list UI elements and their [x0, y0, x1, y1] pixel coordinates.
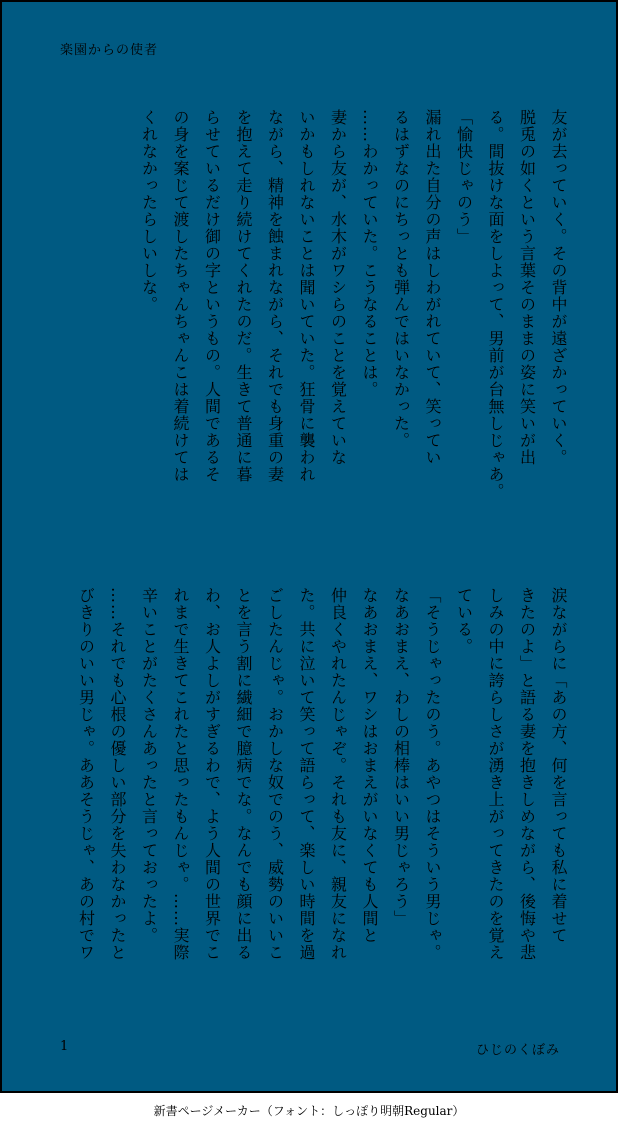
text-line: ながら、精神を蝕まれながら、それでも身重の妻 — [265, 109, 285, 483]
text-line: を抱えて走り続けてくれたのだ。生きて普通に暮 — [234, 109, 253, 483]
text-line: きたのよ」と語る妻を抱きしめながら、後悔や悲 — [517, 587, 537, 961]
author-name: ひじのくぼみ — [475, 1043, 560, 1058]
text-line: わ、お人よしがすぎるわで、よう人間の世界でこ — [202, 587, 222, 961]
text-line: れまで生きてこれたと思ったもんじゃ。……実際 — [171, 587, 190, 961]
text-line: た。共に泣いて笑って語らって、楽しい時間を過 — [297, 587, 316, 961]
text-line: ごしたんじゃ。おかしな奴でのう、威勢のいいこ — [265, 587, 285, 961]
text-line: 「愉快じゃのう」 — [454, 109, 474, 245]
text-line: びきりのいい男じゃ。ああそうじゃ、あの村でワ — [76, 587, 96, 961]
running-title: 楽園からの使者 — [60, 43, 159, 58]
text-line: の身を案じて渡したちゃんちゃんこは着続けては — [171, 109, 190, 483]
text-line: 脱兎の如くという言葉そのままの姿に笑いが出 — [517, 109, 537, 466]
text-line: る。間抜けな面をしよって、男前が台無しじゃあ。 — [486, 109, 505, 500]
text-line: 仲良くやれたんじゃぞ。それも友に、親友になれ — [328, 587, 348, 961]
text-block-upper — [133, 109, 574, 549]
text-line: なあおまえ、ワシはおまえがいなくても人間と — [360, 587, 379, 944]
text-line: くれなかったらしいしな。 — [139, 109, 159, 313]
footer-credit: 新書ページメーカー（フォント：しっぽり明朝Regular） — [153, 1104, 465, 1118]
text-line: 涙ながらに「あの方、何を言っても私に着せて — [549, 587, 568, 944]
text-line: しみの中に誇らしさが湧き上がってきたのを覚え — [486, 587, 505, 961]
text-block-lower — [70, 587, 574, 1027]
text-line: 妻から友が、水木がワシらのことを覚えていな — [328, 109, 348, 466]
text-line: 「そうじゃったのう。あやつはそういう男じゃ。 — [423, 587, 442, 961]
text-line: ……わかっていた。こうなることは。 — [360, 109, 379, 398]
text-line: とを言う割に繊細で臆病でな。なんでも顔に出る — [234, 587, 253, 961]
text-line: るはずなのにちっとも弾んではいなかった。 — [391, 109, 411, 449]
text-line: 友が去っていく。その背中が遠ざかっていく。 — [549, 109, 568, 466]
text-line: なあおまえ、わしの相棒はいい男じゃろう」 — [391, 587, 411, 927]
text-line: ている。 — [454, 587, 474, 655]
text-line: いかもしれないことは聞いていた。狂骨に襲われ — [297, 109, 316, 483]
page-number: 1 — [60, 1039, 69, 1054]
text-line: ……それでも心根の優しい部分を失わなかったと — [108, 587, 127, 961]
text-line: 漏れ出た自分の声はしわがれていて、笑ってい — [423, 109, 442, 466]
text-line: らせているだけ御の字というもの。人間であるそ — [202, 109, 222, 483]
text-line: 辛いことがたくさんあったと言っておったよ。 — [139, 587, 159, 944]
